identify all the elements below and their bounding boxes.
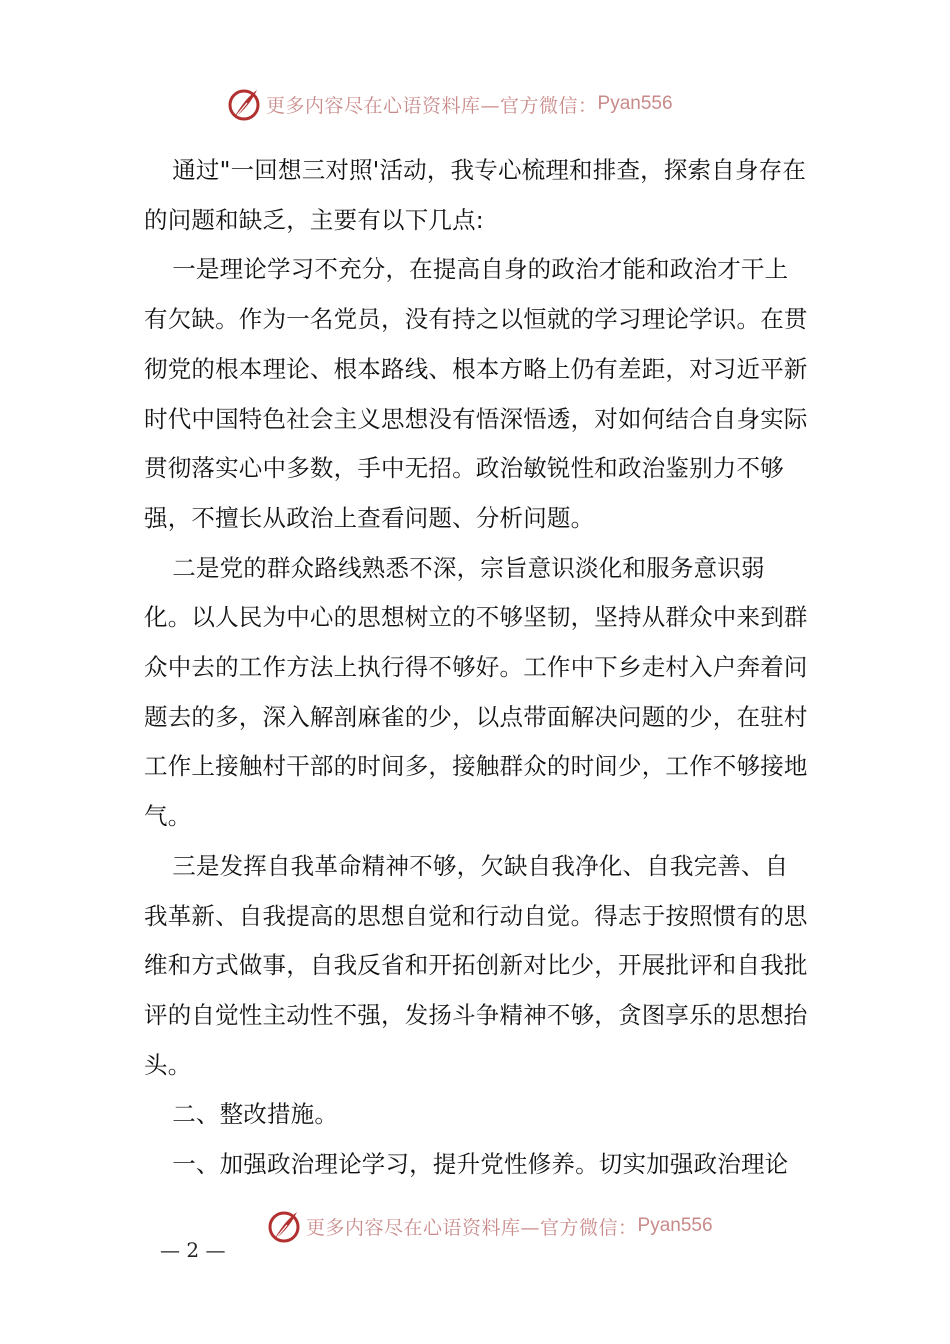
header-watermark: [226, 86, 673, 122]
watermark-text: 更多内容尽在心语资料库—官方微信：: [266, 94, 598, 117]
page-number: — 2 —: [160, 1238, 226, 1262]
watermark-wechat-id: Pyan556: [637, 1215, 713, 1236]
watermark-wechat-id: Pyan556: [597, 93, 673, 114]
paragraph-issue-1: 一是理论学习不充分，在提高自身的政治才能和政治才干上有欠缺。作为一名党员，没有持之以恒就的学习理论学识。在贯彻党的根本理论、根本路线、根本方略上仍有差距，对习近平新时代中国特色社会主义思想没有悟深悟透，对如何结合自身实际贯彻落实心中多数，手中无招。政治敏锐性和政治鉴别力不够强，不擅长从政治上查看问题、分析问题。: [144, 255, 808, 532]
paragraph-issue-3: 三是发挥自我革命精神不够，欠缺自我净化、自我完善、自我革新、自我提高的思想自觉和行动自觉。得志于按照惯有的思维和方式做事，自我反省和开拓创新对比少，开展批评和自我批评的自觉性主动性不强，发扬斗争精神不够，贪图享乐的思想抬头。: [144, 851, 808, 1079]
quill-pen-logo-icon: [266, 1208, 302, 1244]
footer-watermark: [266, 1208, 713, 1244]
quill-pen-logo-icon: [226, 86, 262, 122]
paragraph-issue-2: 二是党的群众路线熟悉不深，宗旨意识淡化和服务意识弱化。以人民为中心的思想树立的不够坚韧，坚持从群众中来到群众中去的工作方法上执行得不够好。工作中下乡走村入户奔着问题去的多，深入解剖麻雀的少，以点带面解决问题的少，在驻村工作上接触村干部的时间多，接触群众的时间少，工作不够接地气。: [144, 553, 808, 831]
paragraph-measure-1: 一、加强政治理论学习，提升党性修养。切实加强政治理论: [172, 1150, 789, 1179]
section-heading-measures: 二、整改措施。: [172, 1100, 339, 1129]
watermark-text: 更多内容尽在心语资料库—官方微信：: [306, 1216, 638, 1239]
paragraph-intro: 通过"一回想三对照'活动，我专心梳理和排查，探索自身存在的问题和缺乏，主要有以下几点:: [144, 156, 807, 234]
document-body: [144, 146, 810, 1190]
